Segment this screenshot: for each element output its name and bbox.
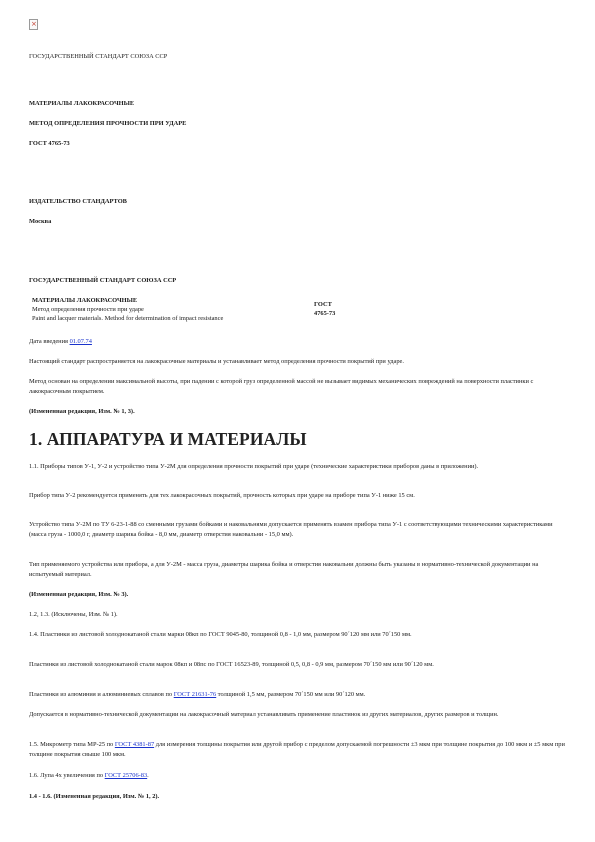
- title-gost-label: ГОСТ: [314, 301, 332, 308]
- title-gost-number: 4765-73: [314, 310, 336, 317]
- clause-1-5: [29, 740, 569, 759]
- section-1-heading: 1. АППАРАТУРА И МАТЕРИАЛЫ: [29, 429, 307, 449]
- clause-1-4-other-materials: Допускается в нормативно-технической документации на лакокрасочный материал устанавливать применение пластинок из других материалов, других размеров и толщин.: [29, 711, 499, 718]
- micrometer-text-post: для измерения толщины покрытия или другой прибор с пределом допускаемой погрешности ±3 мкм при толщине покрытия до 100 мкм и ±5 мкм при толщине покрытия свыше 100 мкм.: [29, 741, 565, 758]
- clause-1-1-device-u2: Прибор типа У-2 рекомендуется применять для тех лакокрасочных покрытий, прочность которых при ударе на приборе типа У-1 ниже 15 см.: [29, 492, 415, 499]
- micrometer-text-pre: 1.5. Микрометр типа МР-25 по: [29, 741, 115, 748]
- title-table-right-cell: [314, 300, 394, 318]
- image-placeholder-x-icon: ×: [31, 20, 37, 28]
- date-link[interactable]: 01.07.74: [69, 338, 92, 345]
- title-method-ru: Метод определения прочности при ударе: [32, 306, 144, 313]
- gost-25706-link[interactable]: ГОСТ 25706-83: [104, 772, 148, 779]
- clause-1-4: 1.4. Пластинки из листовой холоднокатаной стали марки 08кп по ГОСТ 9045-80, толщиной 0,8 - 1,0 мм, размером 90´120 мм или 70´150 мм.: [29, 631, 412, 638]
- clause-1-1: 1.1. Приборы типов У-1, У-2 и устройство типа У-2М для определения прочности покрытий при ударе (технические характеристики приборов даны в приложении).: [29, 463, 479, 470]
- clause-amendment-3: (Измененная редакция, Изм. № 3).: [29, 591, 129, 598]
- aluminium-text-pre: Пластинки из алюминия и алюминиевых сплавов по: [29, 691, 174, 698]
- magnifier-text-post: .: [147, 772, 149, 779]
- effective-date: [29, 337, 569, 347]
- gost-4381-link[interactable]: ГОСТ 4381-87: [114, 741, 155, 748]
- clause-1-1-device-u2m: Устройство типа У-2М по ТУ 6-23-1-88 со сменными грузами бойками и наковальнями допускается применять взамен прибора типа У-1 с соответствующими техническими характеристиками (масса груза - 1000,0 г, диаметр шарика бойка - 8,0 мм, диаметр отверстия наковальни - 15,0 мм).: [29, 521, 553, 538]
- intro-paragraph-1: Настоящий стандарт распространяется на лакокрасочные материалы и устанавливает метод определения прочности покрытий при ударе.: [29, 358, 404, 365]
- clause-1-6: [29, 771, 569, 781]
- header-city: Москва: [29, 218, 52, 225]
- clause-1-4-steel: Пластинки из листовой холоднокатаной стали марок 08кп и 08пс по ГОСТ 16523-89, толщиной 0,5, 0,8 - 0,9 мм, размером 70´150 мм или 90´120 мм.: [29, 661, 434, 668]
- clause-1-4-aluminium: [29, 690, 569, 700]
- magnifier-text-pre: 1.6. Лупа 4х увеличения по: [29, 772, 105, 779]
- broken-image-icon: [29, 19, 38, 30]
- clause-1-4-1-6-amendment: 1.4 - 1.6. (Измененная редакция, Изм. № 1, 2).: [29, 793, 160, 800]
- title-standard-ussr: ГОСУДАРСТВЕННЫЙ СТАНДАРТ СОЮЗА ССР: [29, 277, 177, 284]
- clause-1-1-device-type: Тип применяемого устройства или прибора, а для У-2М - масса груза, диаметры шарика бойка и отверстия наковальни должны быть указаны в нормативно-технической документации на испытуемый материал.: [29, 561, 539, 578]
- header-gost: ГОСТ 4765-73: [29, 140, 70, 147]
- title-method-en: Paint and lacquer materials. Method for determination of impact resistance: [32, 315, 224, 322]
- header-materials: МАТЕРИАЛЫ ЛАКОКРАСОЧНЫЕ: [29, 100, 135, 107]
- header-method: МЕТОД ОПРЕДЕЛЕНИЯ ПРОЧНОСТИ ПРИ УДАРЕ: [29, 120, 187, 127]
- header-publisher: ИЗДАТЕЛЬСТВО СТАНДАРТОВ: [29, 198, 127, 205]
- date-label: Дата введения: [29, 338, 68, 345]
- aluminium-text-post: толщиной 1,5 мм, размером 70´150 мм или 90´120 мм.: [216, 691, 366, 698]
- header-standard-ussr: ГОСУДАРСТВЕННЫЙ СТАНДАРТ СОЮЗА ССР: [29, 53, 168, 60]
- intro-paragraph-2: Метод основан на определении максимальной высоты, при падении с которой груз определенной массой не вызывает видимых механических повреждений на поверхности пластинки с лакокрасочным покрытием.: [29, 378, 534, 395]
- gost-21631-link[interactable]: ГОСТ 21631-76: [173, 691, 217, 698]
- clause-1-2-1-3: 1.2, 1.3. (Исключены, Изм. № 1).: [29, 611, 118, 618]
- title-table-left-cell: [32, 296, 312, 323]
- title-materials: МАТЕРИАЛЫ ЛАКОКРАСОЧНЫЕ: [32, 297, 138, 304]
- intro-amendment-note: (Измененная редакция, Изм. № 1, 3).: [29, 408, 135, 415]
